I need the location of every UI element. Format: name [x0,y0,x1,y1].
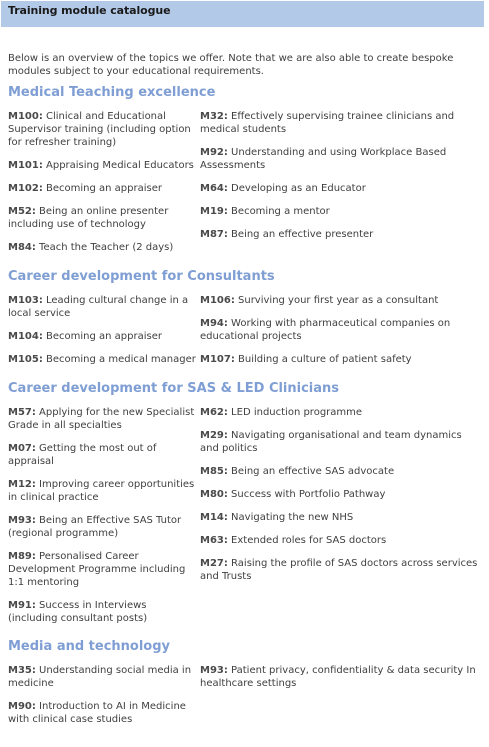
module-item [8,700,196,726]
module-code: M104: [8,331,43,342]
module-title: Introduction to AI in Medicine with clinical case studies [8,701,186,725]
module-code: M35: [8,665,36,676]
module-title: Teach the Teacher (2 days) [35,242,174,253]
module-title: Raising the profile of SAS doctors across services and Trusts [200,558,478,582]
module-code: M90: [8,701,36,712]
module-code: M63: [200,535,228,546]
module-title: Surviving your first year as a consultant [234,295,439,306]
module-code: M29: [200,430,228,441]
module-title: Success with Portfolio Pathway [227,489,386,500]
module-item [200,488,478,501]
module-item [200,228,478,241]
module-title: Becoming an appraiser [42,183,162,194]
module-item [200,465,478,478]
module-item [200,146,478,172]
module-title: Effectively supervising trainee clinicians and medical students [200,111,455,135]
module-title: Being an effective presenter [227,229,374,240]
module-code: M19: [200,206,228,217]
module-item [8,330,196,343]
module-title: Being an effective SAS advocate [227,466,395,477]
module-code: M27: [200,558,228,569]
section-title-sas-led: Career development for SAS & LED Clinicians [8,381,340,396]
module-code: M52: [8,206,36,217]
module-item [8,442,196,468]
module-item [200,557,478,583]
module-item [200,294,478,307]
module-title: Getting the most out of appraisal [8,443,157,467]
module-item [200,534,478,547]
module-code: M57: [8,407,36,418]
module-code: M89: [8,551,36,562]
module-title: Leading cultural change in a local service [8,295,189,319]
module-code: M105: [8,354,43,365]
module-title: Being an online presenter including use of technology [8,206,169,230]
module-item [8,110,196,149]
module-title: Appraising Medical Educators [42,160,194,171]
module-item [200,429,478,455]
module-code: M32: [200,111,228,122]
module-item [8,406,196,432]
module-title: Developing as an Educator [227,183,366,194]
module-title: Success in Interviews (including consultant posts) [8,600,148,624]
module-title: Patient privacy, confidentiality & data security In healthcare settings [200,665,476,689]
module-code: M103: [8,295,43,306]
section-title-consultants: Career development for Consultants [8,269,275,284]
module-code: M84: [8,242,36,253]
module-item [200,182,478,195]
module-code: M107: [200,354,235,365]
module-title: Building a culture of patient safety [234,354,412,365]
module-code: M93: [200,665,228,676]
module-title: Becoming a medical manager [42,354,196,365]
module-item [200,406,478,419]
module-code: M101: [8,160,43,171]
module-item [8,550,196,589]
module-item [200,664,478,690]
module-item [8,241,196,254]
module-item [8,294,196,320]
module-title: Navigating the new NHS [227,512,354,523]
module-code: M62: [200,407,228,418]
module-code: M12: [8,479,36,490]
module-code: M85: [200,466,228,477]
module-title: Improving career opportunities in clinical practice [8,479,195,503]
module-item [8,478,196,504]
module-code: M07: [8,443,36,454]
module-title: Understanding social media in medicine [8,665,192,689]
module-title: Understanding and using Workplace Based Assessments [200,147,447,171]
module-code: M80: [200,489,228,500]
module-item [8,182,196,195]
module-item [8,205,196,231]
module-item [8,664,196,690]
module-title: LED induction programme [227,407,363,418]
module-title: Navigating organisational and team dynamics and politics [200,430,462,454]
module-item [200,353,478,366]
module-title: Working with pharmaceutical companies on educational projects [200,318,451,342]
catalogue-header-bar [1,1,484,27]
module-code: M93: [8,515,36,526]
module-item [8,353,196,366]
module-title: Extended roles for SAS doctors [227,535,387,546]
module-code: M64: [200,183,228,194]
section-title-medical-teaching: Medical Teaching excellence [8,85,216,100]
section-title-media-technology: Media and technology [8,639,171,654]
module-title: Applying for the new Specialist Grade in all specialties [8,407,195,431]
module-item [200,205,478,218]
module-item [200,110,478,136]
module-title: Becoming an appraiser [42,331,162,342]
module-item [8,514,196,540]
module-code: M100: [8,111,43,122]
module-code: M92: [200,147,228,158]
page-title: Training module catalogue [8,4,171,17]
module-item [200,511,478,524]
module-code: M91: [8,600,36,611]
module-item [200,317,478,343]
module-code: M102: [8,183,43,194]
module-title: Becoming a mentor [227,206,330,217]
module-item [8,159,196,172]
module-title: Personalised Career Development Programme including 1:1 mentoring [8,551,186,588]
intro-paragraph: Below is an overview of the topics we offer. Note that we are also able to create bespoke modules subject to your educational requirements. [8,53,454,77]
module-code: M94: [200,318,228,329]
module-code: M14: [200,512,228,523]
module-title: Clinical and Educational Supervisor training (including option for refresher training) [8,111,191,148]
module-title: Being an Effective SAS Tutor (regional programme) [8,515,182,539]
module-code: M87: [200,229,228,240]
module-item [8,599,196,625]
module-code: M106: [200,295,235,306]
